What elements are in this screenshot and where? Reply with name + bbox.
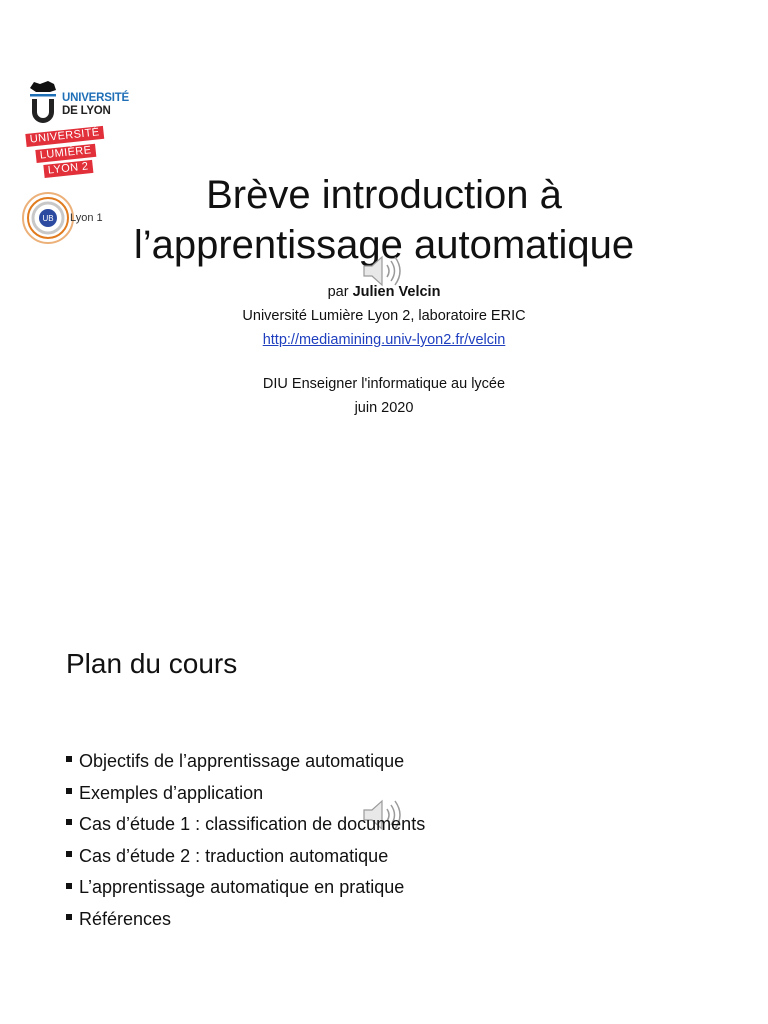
udl-line2: DE LYON (62, 105, 111, 117)
plan-item-text: Références (79, 908, 172, 929)
udl-line1: UNIVERSITÉ (62, 92, 130, 104)
plan-item (66, 746, 425, 778)
plan-item-text: Cas d’étude 2 : traduction automatique (79, 845, 389, 866)
plan-item (66, 809, 425, 841)
title-line-2: l’apprentissage automatique (133, 223, 635, 267)
bullet-icon (66, 851, 72, 857)
universite-de-lyon-logo (26, 78, 136, 128)
author-line (0, 280, 768, 304)
plan-item (66, 778, 425, 810)
plan-item-text: L’apprentissage automatique en pratique (79, 877, 405, 898)
bullet-icon (66, 819, 72, 825)
lyon2-line3: LYON 2 (43, 160, 93, 178)
svg-text:UB: UB (42, 214, 54, 223)
plan-item-text: Exemples d’application (79, 782, 264, 803)
bullet-icon (66, 883, 72, 889)
plan-title: Plan du cours (66, 648, 238, 679)
plan-slide (0, 560, 768, 1024)
lyon2-line2: LUMIÈRE (35, 144, 96, 163)
plan-item-text: Cas d’étude 1 : classification de documents (79, 814, 426, 835)
lyon2-line1: UNIVERSITÉ (25, 126, 104, 147)
lion-icon (26, 78, 60, 128)
plan-item-text: Objectifs de l’apprentissage automatique (79, 751, 405, 771)
author-url-link[interactable]: http://mediamining.univ-lyon2.fr/velcin (262, 332, 506, 348)
title-line-1: Brève introduction à (206, 173, 562, 217)
lyon1-label: Lyon 1 (70, 212, 103, 224)
affiliation: Université Lumière Lyon 2, laboratoire ERIC (242, 308, 526, 324)
plan-item (66, 904, 425, 936)
plan-item (66, 872, 425, 904)
author-prefix: par (327, 284, 353, 300)
plan-list (66, 746, 425, 936)
author-name: Julien Velcin (352, 284, 441, 300)
bullet-icon (66, 788, 72, 794)
plan-item (66, 841, 425, 873)
bullet-icon (66, 756, 72, 762)
bullet-icon (66, 914, 72, 920)
course-name: DIU Enseigner l'informatique au lycée (262, 376, 506, 392)
course-date: juin 2020 (354, 400, 414, 416)
